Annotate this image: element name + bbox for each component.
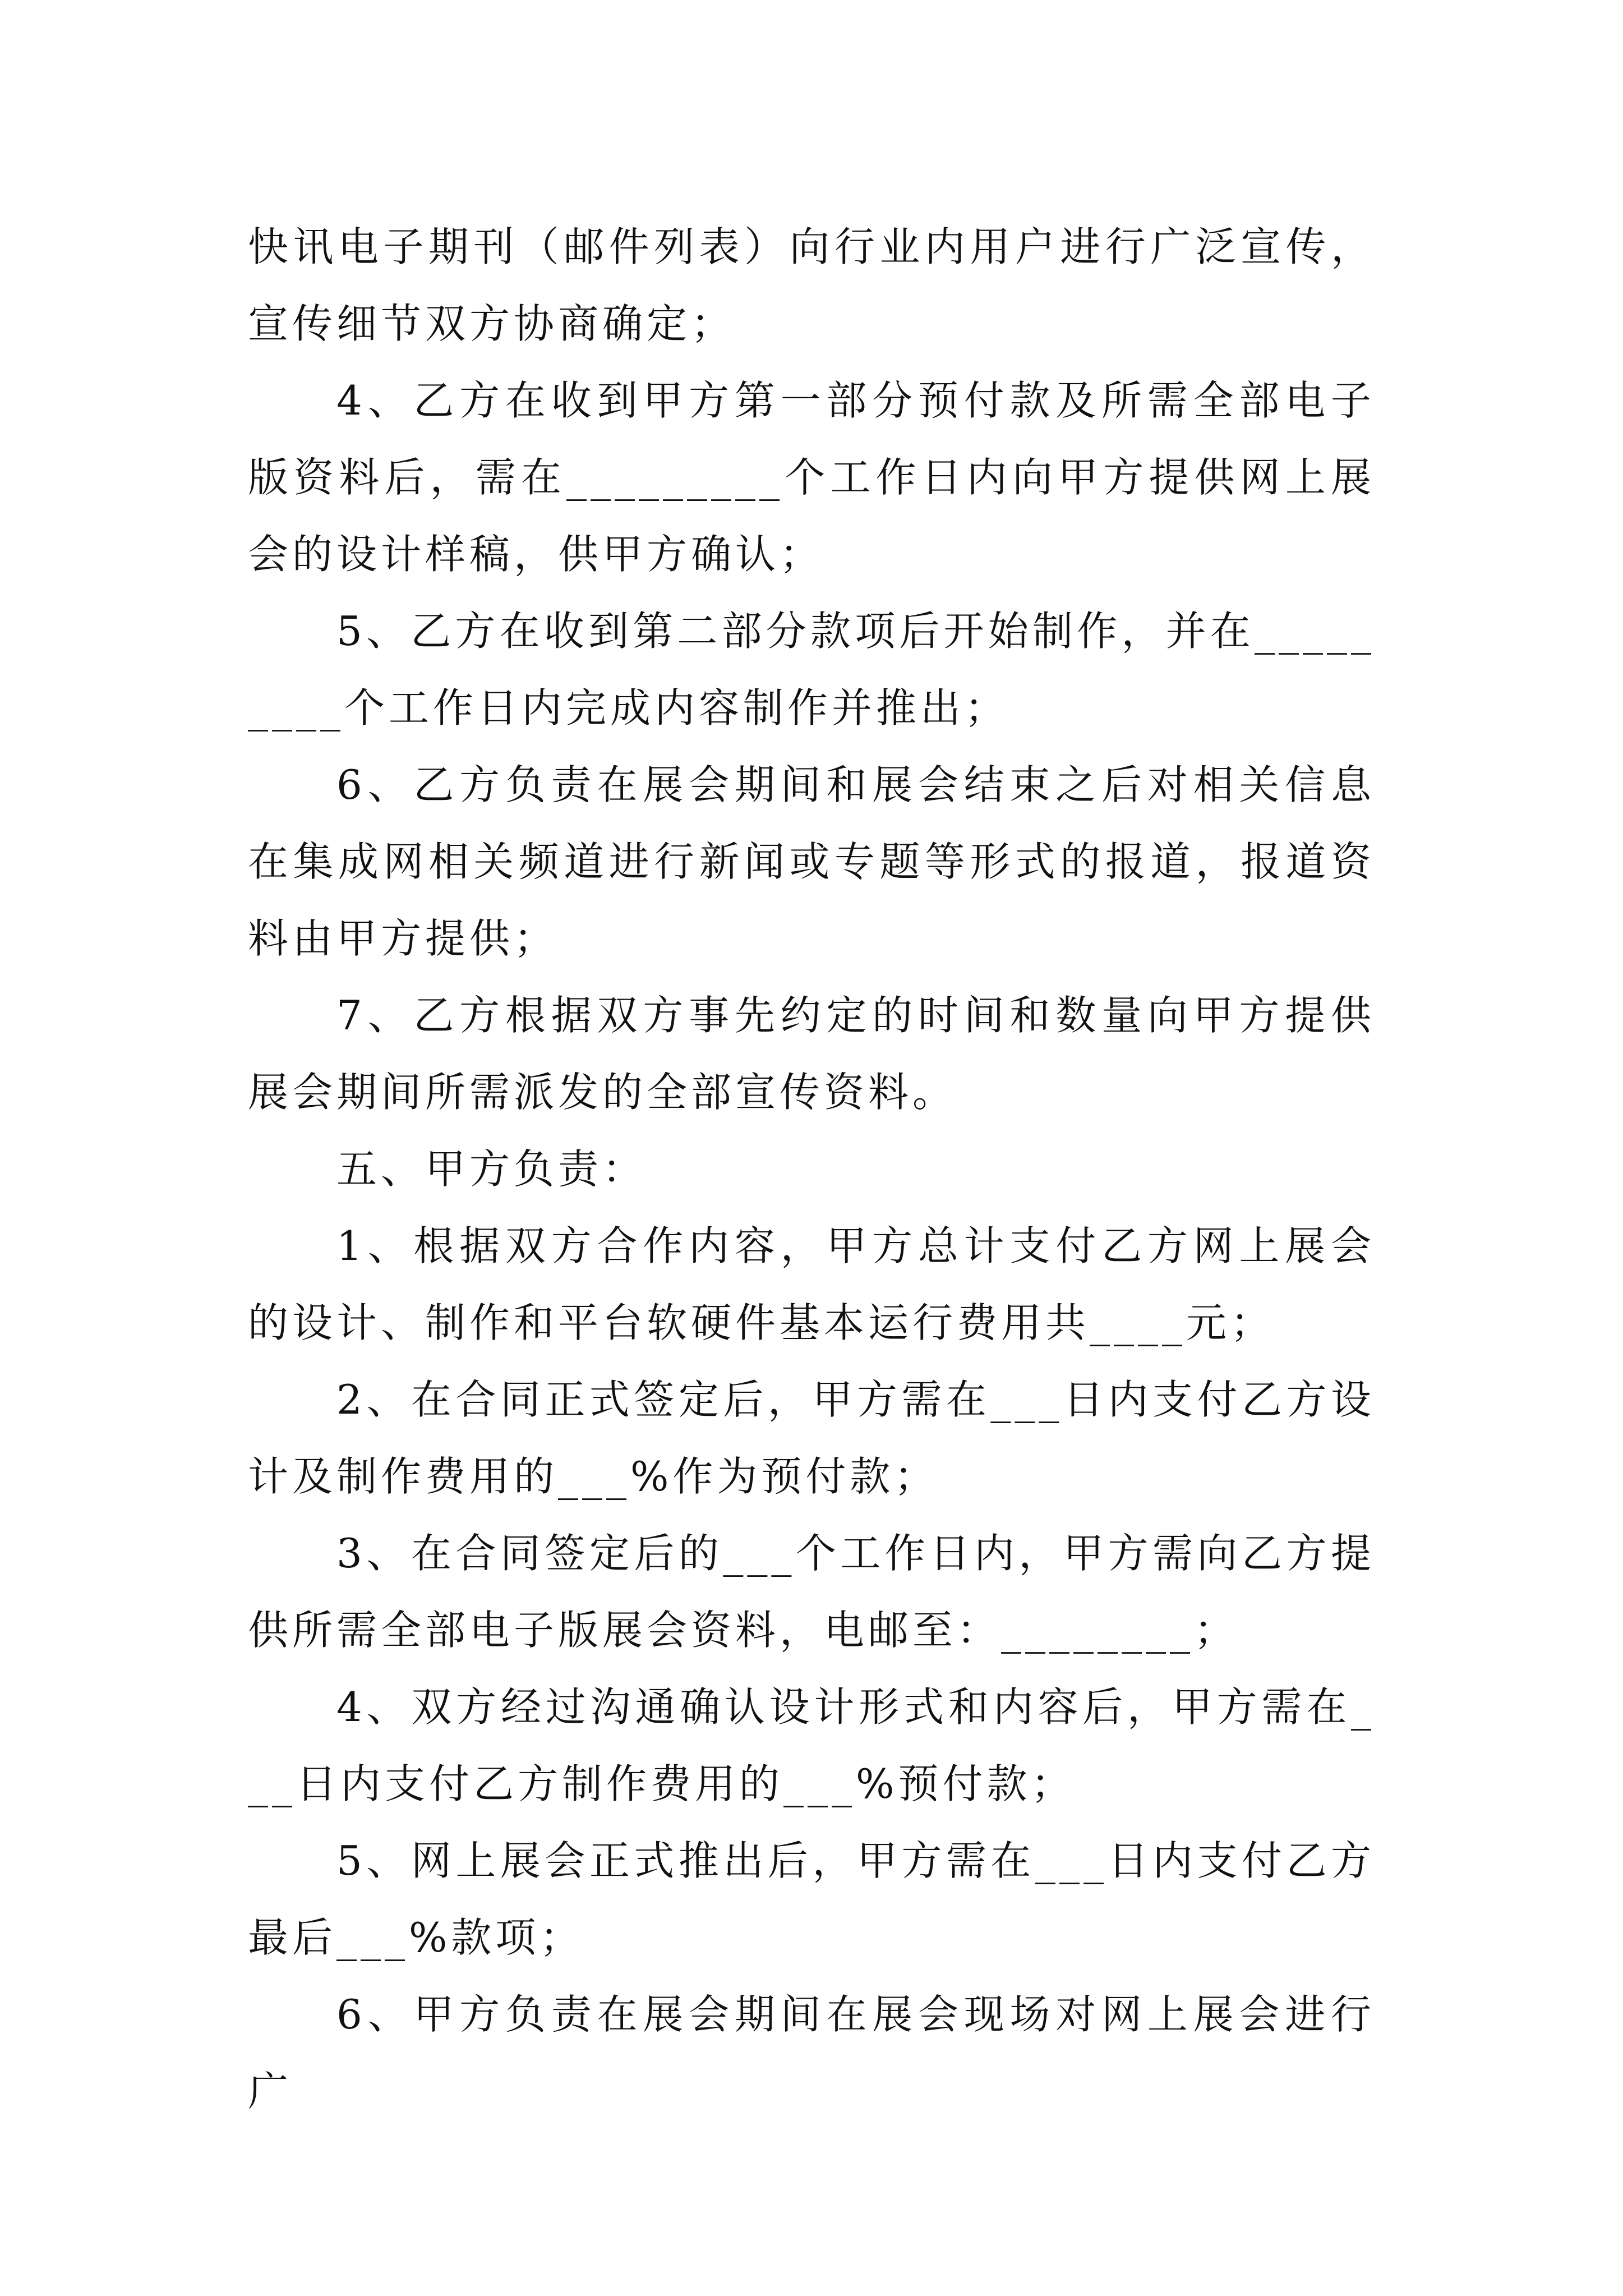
- paragraph-publicity-continued: 快讯电子期刊（邮件列表）向行业内用户进行广泛宣传，宣传细节双方协商确定；: [248, 223, 1375, 347]
- paragraph-party-b-item-6: 6、乙方负责在展会期间和展会结束之后对相关信息在集成网相关频道进行新闻或专题等形式的报道，报道资料由甲方提供；: [248, 761, 1375, 962]
- paragraph-party-b-item-4: 4、乙方在收到甲方第一部分预付款及所需全部电子版资料后，需在_________个工作日内向甲方提供网上展会的设计样稿，供甲方确认；: [248, 377, 1375, 578]
- paragraph-party-a-item-4: 4、双方经过沟通确认设计形式和内容后，甲方需在___日内支付乙方制作费用的___%预付款；: [248, 1683, 1375, 1807]
- paragraph-party-a-item-2: 2、在合同正式签定后，甲方需在___日内支付乙方设计及制作费用的___%作为预付款；: [248, 1376, 1375, 1500]
- section-heading-party-a: 五、甲方负责：: [336, 1145, 647, 1193]
- paragraph-party-a-item-1: 1、根据双方合作内容，甲方总计支付乙方网上展会的设计、制作和平台软硬件基本运行费用共____元；: [248, 1222, 1375, 1346]
- document-body: [248, 209, 1375, 2130]
- paragraph-party-a-item-3: 3、在合同签定后的___个工作日内，甲方需向乙方提供所需全部电子版展会资料，电邮至：________；: [248, 1530, 1375, 1654]
- paragraph-party-b-item-5: 5、乙方在收到第二部分款项后开始制作，并在_________个工作日内完成内容制作并推出；: [248, 608, 1375, 731]
- paragraph-party-b-item-7: 7、乙方根据双方事先约定的时间和数量向甲方提供展会期间所需派发的全部宣传资料。: [248, 992, 1375, 1116]
- paragraph-party-a-item-6: 6、甲方负责在展会期间在展会现场对网上展会进行广: [248, 1991, 1375, 2115]
- paragraph-party-a-item-5: 5、网上展会正式推出后，甲方需在___日内支付乙方最后___%款项；: [248, 1837, 1375, 1961]
